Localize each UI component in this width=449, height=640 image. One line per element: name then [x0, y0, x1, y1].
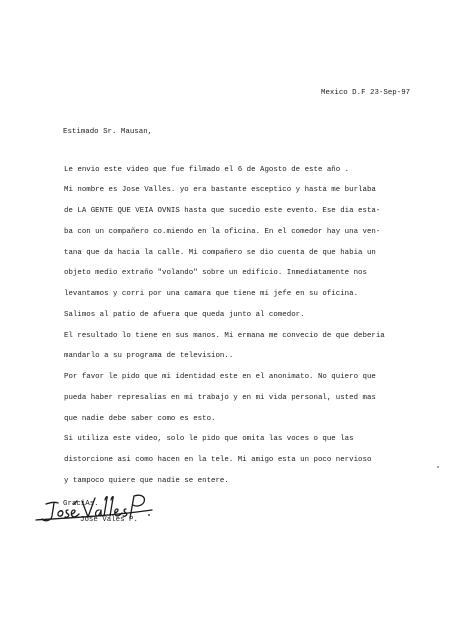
body-line: y tampoco quiere que nadie se entere. — [64, 477, 229, 485]
date-line: Mexico D.F 23-Sep-97 — [321, 89, 411, 97]
body-line: tana que da hacia la calle. Mi compañero se dio cuenta de que habia un — [64, 249, 376, 257]
body-line: ba con un compañero co.miendo en la oficina. En el comedor hay una ven- — [64, 228, 381, 236]
body-line: pueda haber represalias en mi trabajo y en mi vida personal, usted mas — [64, 394, 376, 402]
body-line: distorcione asi como hacen en la tele. Mi amigo esta un poco nervioso — [64, 456, 372, 464]
body-line: Salimos al patio de afuera que queda junto al comedor. — [64, 311, 305, 319]
body-line: mandarlo a su programa de television.. — [64, 352, 234, 360]
body-line: de LA GENTE QUE VEIA OVNIS hasta que sucedio este evento. Ese dia esta- — [64, 207, 381, 215]
signer-name: Jose Vales P. — [80, 516, 138, 524]
body-line: que nadie debe saber como es esto. — [64, 415, 216, 423]
body-line: Le envio este video que fue filmado el 6 de Agosto de este año . — [64, 166, 350, 174]
body-line: El resultado lo tiene en sus manos. Mi ermana me convecio de que deberia — [64, 332, 385, 340]
body-line: Mi nombre es Jose Valles. yo era bastante esceptico y hasta me burlaba — [64, 186, 376, 194]
greeting: Estimado Sr. Mausan, — [63, 128, 153, 136]
ink-spot — [437, 466, 439, 468]
body-line: Por favor le pido que mi identidad este en el anonimato. No quiero que — [64, 373, 376, 381]
body-line: levantamos y corri por una camara que tiene mi jefe en su oficina. — [64, 290, 359, 298]
closing: GraciAs. — [63, 500, 99, 508]
body-line: Si utiliza este video, solo le pido que omita las voces o que las — [64, 435, 354, 443]
body-line: objeto medio extraño "volando" sobre un edificio. Inmediatamente nos — [64, 269, 367, 277]
